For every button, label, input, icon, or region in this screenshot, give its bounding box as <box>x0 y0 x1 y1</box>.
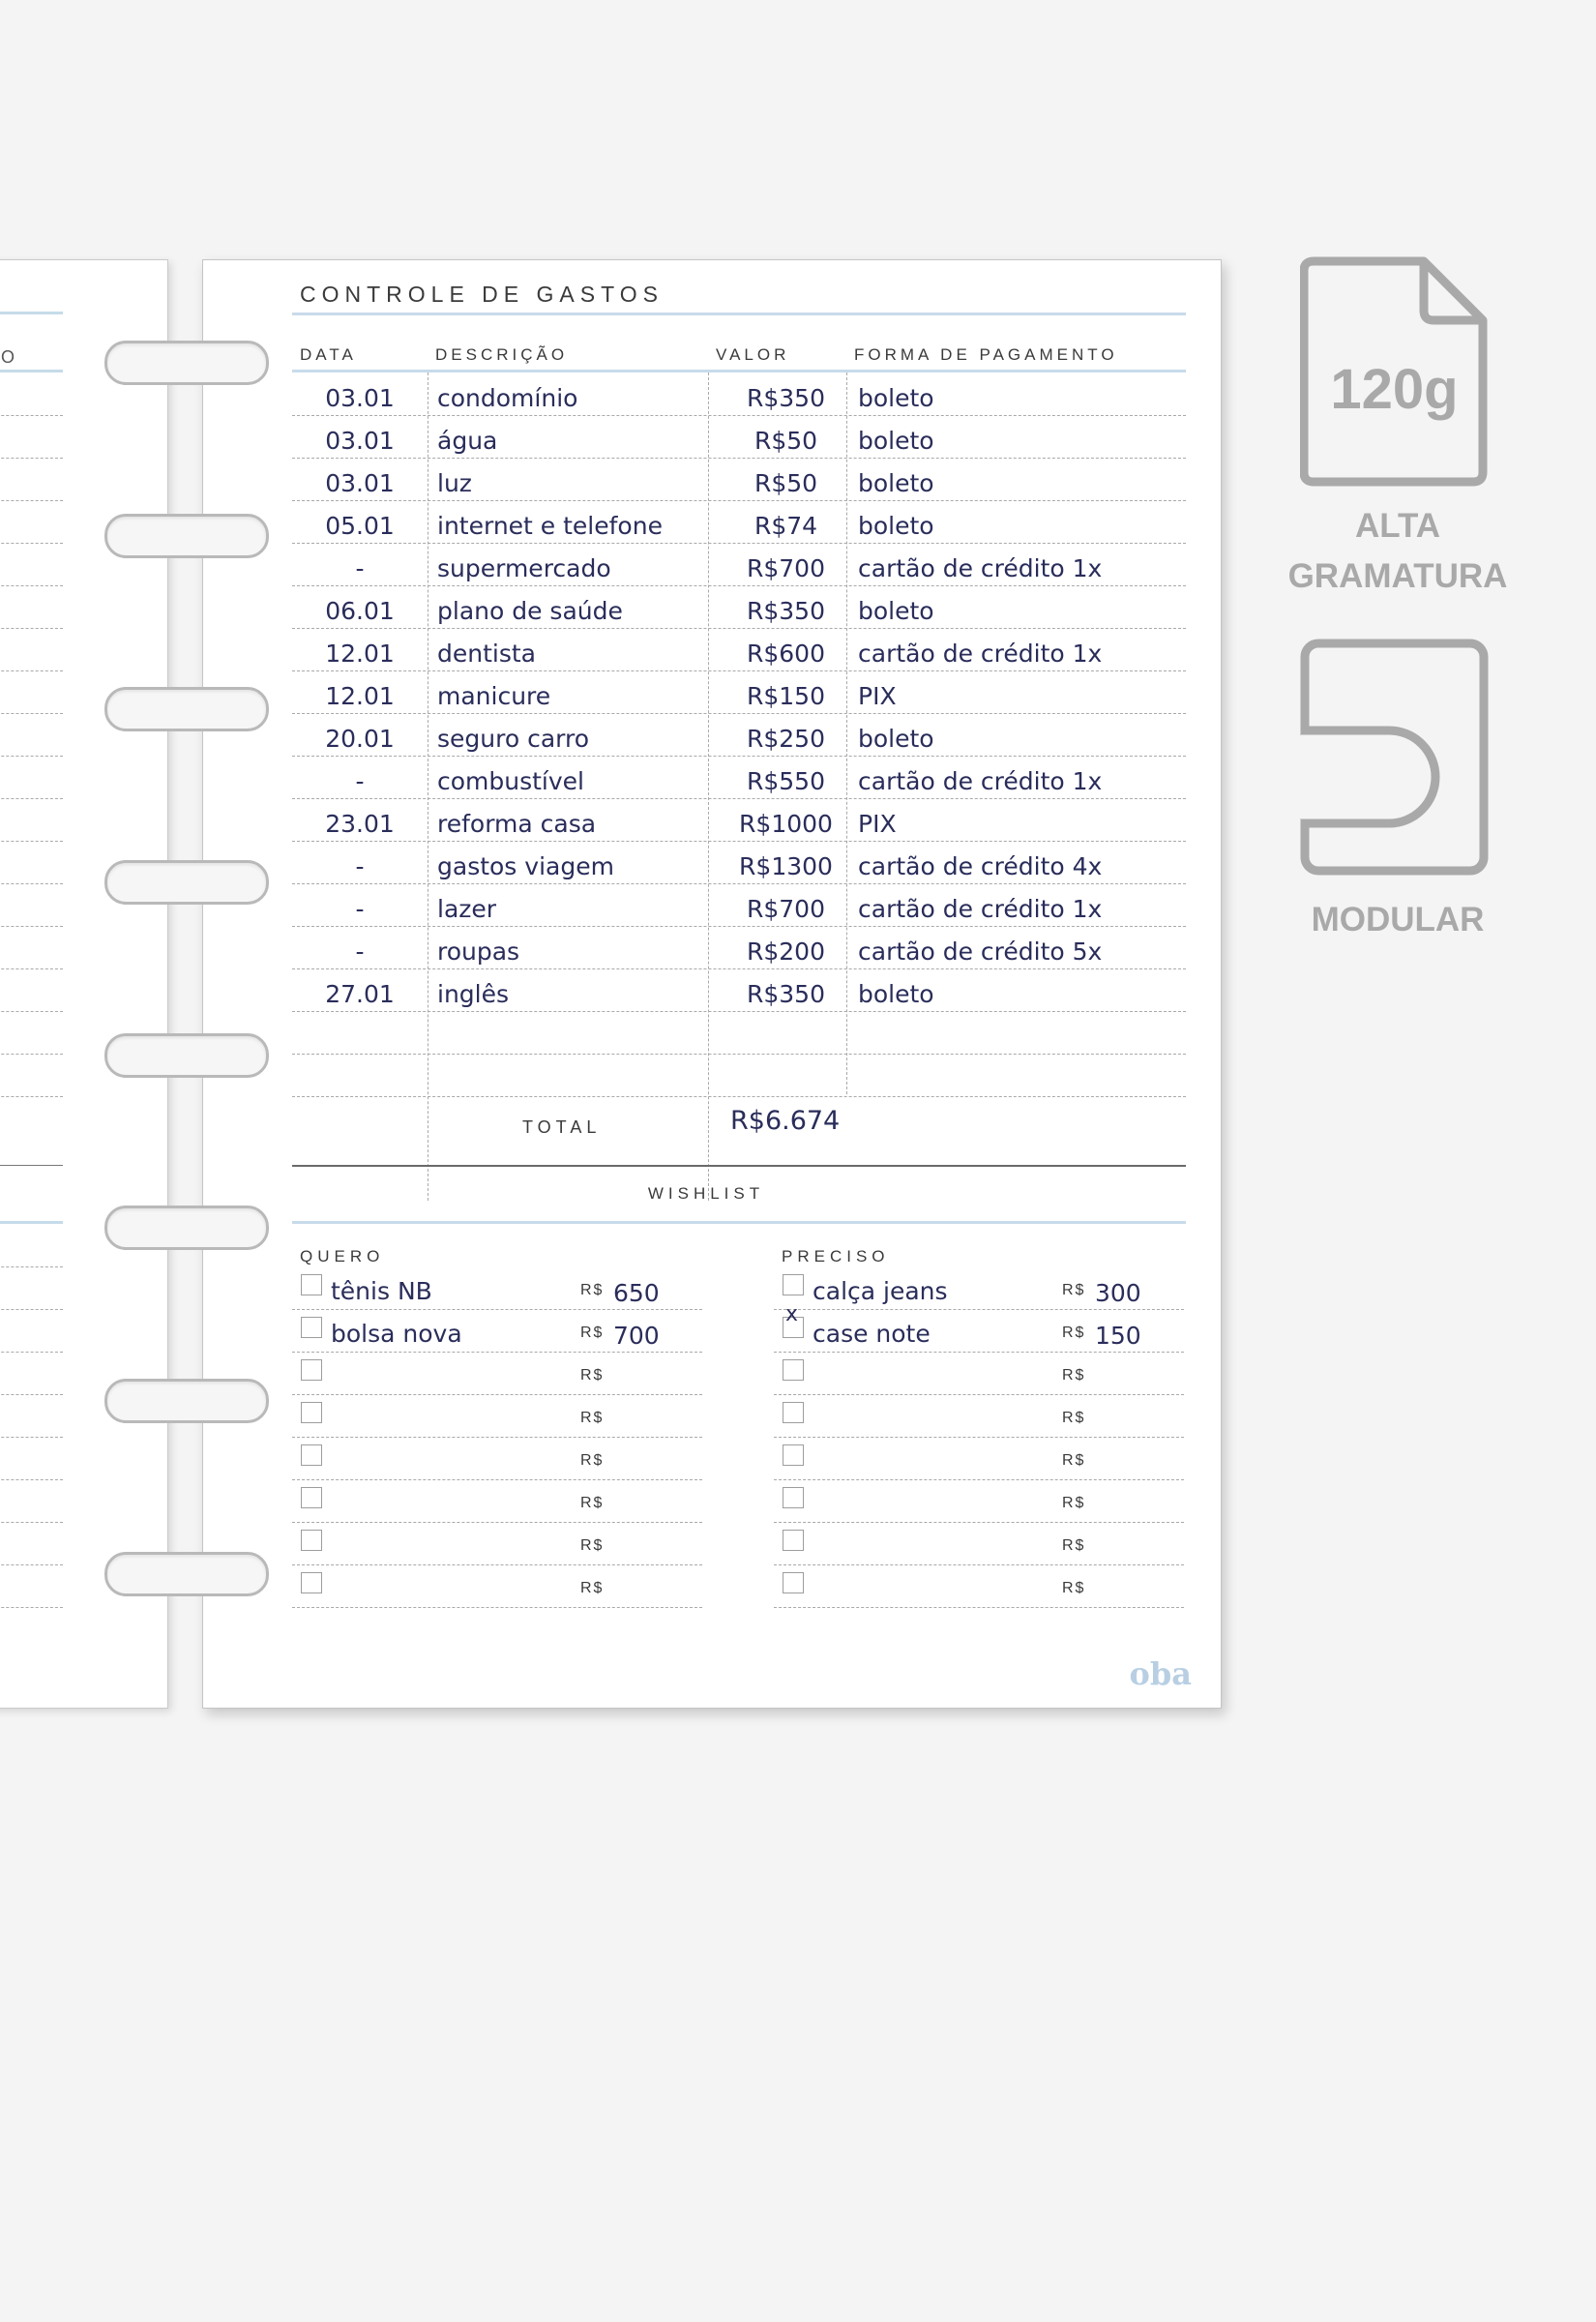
wishlist-price: 700 <box>613 1322 660 1350</box>
page-line <box>0 1607 63 1608</box>
wishlist-item <box>292 1437 702 1480</box>
row-date: 12.01 <box>325 640 395 668</box>
row-description: gastos viagem <box>437 852 614 880</box>
row-value: R$350 <box>747 980 825 1008</box>
wishlist-item <box>774 1302 1184 1353</box>
row-description: água <box>437 427 498 455</box>
column-separator <box>428 372 429 1201</box>
page-line <box>0 756 63 757</box>
previous-page-header-fragment: O <box>1 347 18 367</box>
brand-logo: oba <box>1129 1655 1192 1692</box>
table-row <box>292 1054 1186 1097</box>
page-line <box>0 1096 63 1097</box>
wishlist-item <box>774 1394 1184 1438</box>
row-description: seguro carro <box>437 725 590 753</box>
page-line <box>0 1221 63 1224</box>
table-row <box>292 543 1186 586</box>
page-line <box>0 1437 63 1438</box>
wishlist-item <box>774 1522 1184 1565</box>
row-value: R$1300 <box>739 852 833 880</box>
row-date: 05.01 <box>325 512 395 540</box>
row-description: manicure <box>437 682 551 710</box>
wishlist-item <box>774 1564 1184 1608</box>
table-row <box>292 968 1186 1012</box>
wishlist-currency: R$ <box>1062 1282 1086 1298</box>
wishlist-checkbox[interactable] <box>783 1402 804 1423</box>
wishlist-currency: R$ <box>580 1452 605 1469</box>
wishlist-checkbox[interactable] <box>301 1572 322 1593</box>
total-divider <box>292 1165 1186 1167</box>
wishlist-currency: R$ <box>1062 1495 1086 1511</box>
row-payment: boleto <box>858 725 934 753</box>
row-value: R$350 <box>747 384 825 412</box>
wishlist-currency: R$ <box>1062 1452 1086 1469</box>
wishlist-item-name: calça jeans <box>813 1277 948 1305</box>
wishlist-checkbox[interactable] <box>783 1359 804 1381</box>
row-date: 27.01 <box>325 980 395 1008</box>
paper-weight-label-line1: ALTA <box>1354 507 1441 545</box>
wishlist-item <box>774 1266 1184 1310</box>
row-value: R$150 <box>747 682 825 710</box>
wishlist-item-name: tênis NB <box>331 1277 432 1305</box>
page-line <box>0 1564 63 1565</box>
table-row <box>292 372 1186 416</box>
row-description: supermercado <box>437 554 611 582</box>
wishlist-item <box>292 1479 702 1523</box>
row-date: 12.01 <box>325 682 395 710</box>
row-payment: cartão de crédito 1x <box>858 640 1103 668</box>
wishlist-currency: R$ <box>580 1282 605 1298</box>
row-date: - <box>355 938 365 966</box>
row-value: R$700 <box>747 554 825 582</box>
wishlist-checkbox[interactable] <box>301 1444 322 1466</box>
table-row <box>292 1011 1186 1055</box>
page-line <box>0 1522 63 1523</box>
page-line <box>0 1352 63 1353</box>
page-line <box>0 500 63 501</box>
table-row <box>292 670 1186 714</box>
wishlist-checkbox[interactable] <box>301 1274 322 1295</box>
row-date: - <box>355 895 365 923</box>
wishlist-price: 150 <box>1095 1322 1141 1350</box>
wishlist-price: 650 <box>613 1279 660 1307</box>
total-label: TOTAL <box>522 1117 602 1137</box>
page-line <box>0 415 63 416</box>
wishlist-currency: R$ <box>1062 1367 1086 1384</box>
paper-weight-label <box>1257 501 1538 602</box>
row-description: lazer <box>437 895 497 923</box>
wishlist-checkbox[interactable] <box>783 1302 804 1338</box>
row-payment: PIX <box>858 682 897 710</box>
row-date: - <box>355 852 365 880</box>
row-value: R$200 <box>747 938 825 966</box>
row-payment: boleto <box>858 469 934 497</box>
row-payment: cartão de crédito 5x <box>858 938 1103 966</box>
page-line <box>0 312 63 314</box>
page-line <box>0 1309 63 1310</box>
wishlist-item <box>292 1309 702 1353</box>
row-payment: cartão de crédito 1x <box>858 895 1103 923</box>
table-row <box>292 500 1186 544</box>
row-description: combustível <box>437 767 585 795</box>
row-description: luz <box>437 469 472 497</box>
page-line <box>0 1011 63 1012</box>
wishlist-price: 300 <box>1095 1279 1141 1307</box>
wishlist-item <box>292 1394 702 1438</box>
column-header-payment: FORMA DE PAGAMENTO <box>854 345 1118 364</box>
column-header-date: DATA <box>300 345 357 364</box>
wishlist-item <box>292 1564 702 1608</box>
row-description: condomínio <box>437 384 578 412</box>
table-row <box>292 628 1186 671</box>
table-row <box>292 841 1186 884</box>
page-line <box>0 1479 63 1480</box>
wishlist-underline <box>292 1221 1186 1224</box>
row-value <box>716 1054 856 1096</box>
row-payment: boleto <box>858 427 934 455</box>
page-line <box>0 458 63 459</box>
row-value: R$700 <box>747 895 825 923</box>
column-separator <box>708 372 709 1201</box>
row-value: R$50 <box>754 427 818 455</box>
row-date: 03.01 <box>325 384 395 412</box>
row-payment <box>858 1011 1187 1054</box>
wishlist-item <box>292 1352 702 1395</box>
row-date: - <box>355 554 365 582</box>
row-value: R$1000 <box>739 810 833 838</box>
wishlist-item <box>774 1352 1184 1395</box>
row-description: dentista <box>437 640 536 668</box>
want-list-title: QUERO <box>300 1247 385 1265</box>
modular-badge <box>1300 639 1489 871</box>
row-date: 23.01 <box>325 810 395 838</box>
row-payment: cartão de crédito 1x <box>858 554 1103 582</box>
row-payment: boleto <box>858 597 934 625</box>
wishlist-item <box>292 1522 702 1565</box>
row-payment: cartão de crédito 1x <box>858 767 1103 795</box>
paper-weight-badge <box>1300 255 1489 488</box>
row-value: R$350 <box>747 597 825 625</box>
wishlist-currency: R$ <box>580 1367 605 1384</box>
wishlist-item <box>292 1266 702 1310</box>
column-separator <box>846 372 847 1094</box>
row-description <box>437 1054 718 1096</box>
table-row <box>292 458 1186 501</box>
row-date: 20.01 <box>325 725 395 753</box>
page-line <box>0 798 63 799</box>
row-description: reforma casa <box>437 810 597 838</box>
wishlist-checkbox[interactable] <box>783 1444 804 1466</box>
page-line <box>0 1266 63 1267</box>
page-line <box>0 968 63 969</box>
row-payment: PIX <box>858 810 897 838</box>
row-value: R$550 <box>747 767 825 795</box>
table-row <box>292 798 1186 842</box>
wishlist-currency: R$ <box>1062 1537 1086 1554</box>
paper-weight-value: 120g <box>1330 358 1459 421</box>
table-row <box>292 713 1186 757</box>
row-payment: boleto <box>858 980 934 1008</box>
page-line <box>0 841 63 842</box>
table-row <box>292 585 1186 629</box>
wishlist-checkbox[interactable] <box>783 1487 804 1508</box>
page-line <box>0 926 63 927</box>
wishlist-currency: R$ <box>580 1537 605 1554</box>
table-row <box>292 926 1186 969</box>
paper-weight-label-line2: GRAMATURA <box>1287 557 1508 595</box>
page-line <box>0 670 63 671</box>
column-header-value: VALOR <box>716 345 790 364</box>
row-value: R$600 <box>747 640 825 668</box>
page-line <box>0 883 63 884</box>
row-payment: boleto <box>858 384 934 412</box>
page-line <box>0 585 63 586</box>
table-row <box>292 756 1186 799</box>
table-row <box>292 415 1186 459</box>
page-line <box>0 1165 63 1166</box>
wishlist-item <box>774 1479 1184 1523</box>
wishlist-currency: R$ <box>580 1325 605 1341</box>
row-date <box>292 1011 428 1054</box>
title-underline <box>292 313 1186 315</box>
wishlist-currency: R$ <box>1062 1410 1086 1426</box>
wishlist-checkbox[interactable] <box>301 1402 322 1423</box>
row-description: inglês <box>437 980 510 1008</box>
page-line <box>0 713 63 714</box>
row-date: - <box>355 767 365 795</box>
page-line <box>0 370 63 372</box>
wishlist-currency: R$ <box>580 1495 605 1511</box>
table-row <box>292 883 1186 927</box>
wishlist-item <box>774 1437 1184 1480</box>
modular-label: MODULAR <box>1311 901 1485 938</box>
wishlist-item-name: case note <box>813 1320 931 1348</box>
row-description: internet e telefone <box>437 512 663 540</box>
column-header-description: DESCRIÇÃO <box>435 345 569 364</box>
row-description: roupas <box>437 938 520 966</box>
wishlist-checkbox[interactable] <box>783 1530 804 1551</box>
wishlist-currency: R$ <box>580 1580 605 1596</box>
row-payment: cartão de crédito 4x <box>858 852 1103 880</box>
wishlist-checkbox[interactable] <box>301 1359 322 1381</box>
page-line <box>0 1054 63 1055</box>
wishlist-currency: R$ <box>1062 1325 1086 1341</box>
page-title: CONTROLE DE GASTOS <box>300 282 664 307</box>
page-line <box>0 543 63 544</box>
wishlist-checkbox[interactable] <box>783 1572 804 1593</box>
row-description: plano de saúde <box>437 597 623 625</box>
check-mark: x <box>785 1302 799 1326</box>
wishlist-currency: R$ <box>1062 1580 1086 1596</box>
row-value: R$74 <box>754 512 818 540</box>
wishlist-checkbox[interactable] <box>783 1274 804 1295</box>
wishlist-item-name: bolsa nova <box>331 1320 462 1348</box>
row-date: 03.01 <box>325 427 395 455</box>
previous-planner-page <box>0 259 168 1709</box>
wishlist-checkbox[interactable] <box>301 1487 322 1508</box>
row-date <box>292 1054 428 1096</box>
row-value: R$250 <box>747 725 825 753</box>
page-line <box>0 1394 63 1395</box>
row-description <box>437 1011 718 1054</box>
row-date: 06.01 <box>325 597 395 625</box>
page-line <box>0 628 63 629</box>
need-list-title: PRECISO <box>782 1247 890 1265</box>
wishlist-checkbox[interactable] <box>301 1530 322 1551</box>
modular-page-icon <box>1300 639 1489 876</box>
row-value: R$50 <box>754 469 818 497</box>
row-payment: boleto <box>858 512 934 540</box>
total-value: R$6.674 <box>730 1106 841 1136</box>
row-payment <box>858 1054 1187 1096</box>
row-date: 03.01 <box>325 469 395 497</box>
wishlist-title: WISHLIST <box>647 1184 765 1203</box>
wishlist-checkbox[interactable] <box>301 1317 322 1338</box>
row-value <box>716 1011 856 1054</box>
wishlist-currency: R$ <box>580 1410 605 1426</box>
planner-page <box>202 259 1222 1709</box>
